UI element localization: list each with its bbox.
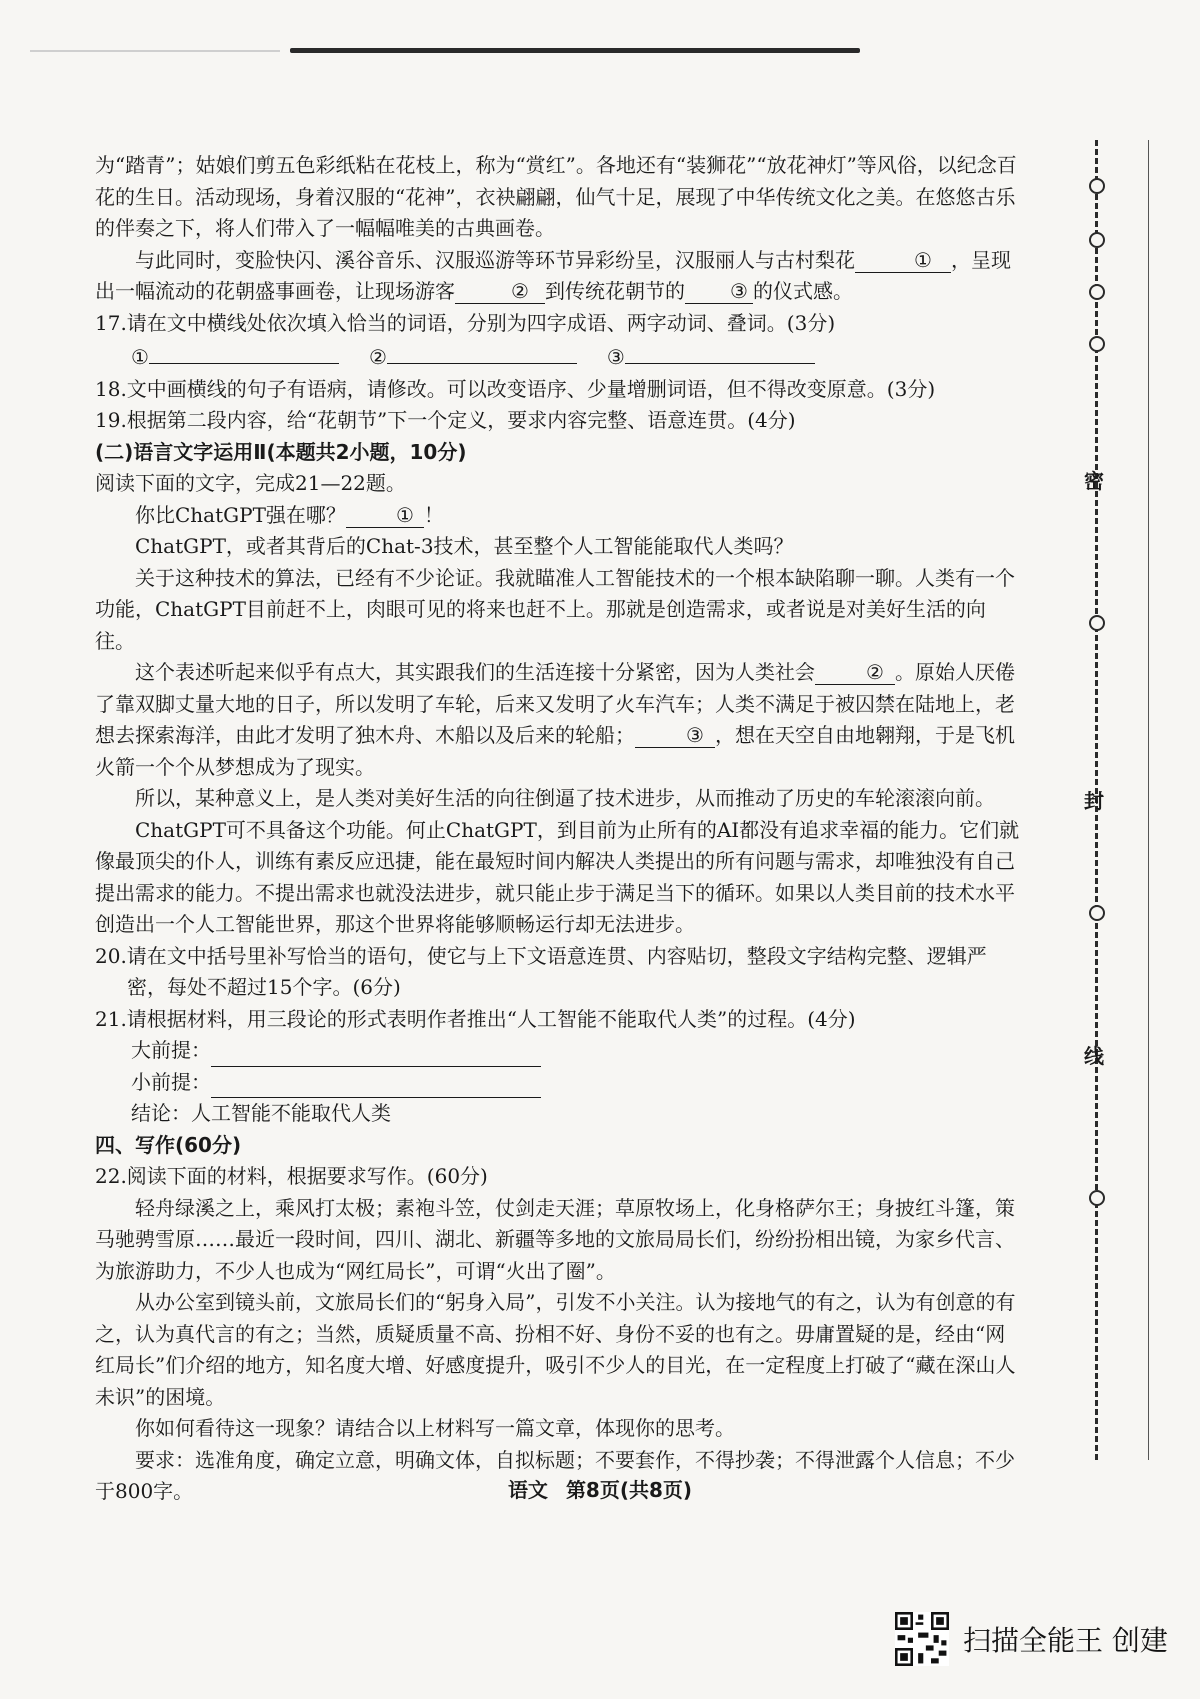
page-number: 第8页(共8页) <box>565 1478 693 1502</box>
minor-premise: 小前提： <box>95 1067 1025 1099</box>
binding-hole <box>1089 284 1105 300</box>
question-21: 21.请根据材料，用三段论的形式表明作者推出“人工智能不能取代人类”的过程。(4分) <box>95 1006 856 1031</box>
top-rule <box>290 48 860 53</box>
passage-line: 你比ChatGPT强在哪？ ① ！ <box>135 502 444 527</box>
binding-hole <box>1089 232 1105 248</box>
section-title: (二)语言文字运用Ⅱ(本题共2小题，10分) <box>95 439 467 464</box>
answer-mark-3: ③ <box>607 339 815 374</box>
q17-answer-lines <box>95 339 1025 374</box>
passage-paragraph: 关于这种技术的算法，已经有不少论证。我就瞄准人工智能技术的一个根本缺陷聊一聊。人类有一个功能，ChatGPT目前赶不上，肉眼可见的将来也赶不上。那就是创造需求，或者说是对美好生活的向往。 <box>95 565 1015 653</box>
page-content <box>95 150 1025 1508</box>
essay-material: 轻舟绿溪之上，乘风打太极；素袍斗笠，仗剑走天涯；草原牧场上，化身格萨尔王；身披红斗篷，策马驰骋雪原……最近一段时间，四川、湖北、新疆等多地的文旅局局长们，纷纷扮相出镜，为家乡代言、为旅游助力，不少人也成为“网红局长”，可谓“火出了圈”。 <box>95 1195 1015 1283</box>
text: 的仪式感。 <box>753 279 853 303</box>
question-20: 20.请在文中括号里补写恰当的语句，使它与上下文语意连贯、内容贴切，整段文字结构完整、逻辑严密，每处不超过15个字。(6分) <box>95 943 987 999</box>
binding-hole <box>1089 1190 1105 1206</box>
question-19: 19.根据第二段内容，给“花朝节”下一个定义，要求内容完整、语意连贯。(4分) <box>95 408 796 432</box>
major-premise: 大前提： <box>95 1035 1025 1067</box>
essay-prompt: 你如何看待这一现象？请结合以上材料写一篇文章，体现你的思考。 <box>135 1416 735 1440</box>
answer-line[interactable] <box>149 339 339 364</box>
text: 到传统花朝节的 <box>545 279 685 303</box>
passage-paragraph: 为“踏青”；姑娘们剪五色彩纸粘在花枝上，称为“赏红”。各地还有“装狮花”“放花神灯”等风俗，以纪念百花的生日。活动现场，身着汉服的“花神”，衣袂翩翩，仙气十足，展现了中华传统文化之美。在悠悠古乐的伴奏之下，将人们带入了一幅幅唯美的古典画卷。 <box>95 153 1017 240</box>
blank-1: ① <box>346 503 424 528</box>
passage-paragraph: ChatGPT，或者其背后的Chat-3技术，甚至整个人工智能能取代人类吗？ <box>135 534 794 558</box>
binding-hole <box>1089 905 1105 921</box>
watermark-text: 扫描全能王 创建 <box>963 1624 1168 1657</box>
essay-requirements: 要求：选准角度，确定立意，明确文体，自拟标题；不要套作，不得抄袭；不得泄露个人信息；不少于800字。 <box>95 1447 1015 1503</box>
blank-3: ③ <box>685 279 753 304</box>
question-18: 18.文中画横线的句子有语病，请修改。可以改变语序、少量增删词语，但不得改变原意。(3分) <box>95 376 936 401</box>
conclusion: 结论：人工智能不能取代人类 <box>131 1101 391 1125</box>
text: 与此同时，变脸快闪、溪谷音乐、汉服巡游等环节异彩纷呈，汉服丽人与古村梨花 <box>135 247 855 272</box>
answer-mark-1: ① <box>131 339 339 374</box>
subject-label: 语文 <box>507 1478 548 1502</box>
answer-line[interactable] <box>387 339 577 364</box>
question-22: 22.阅读下面的材料，根据要求写作。(60分) <box>95 1164 488 1188</box>
binding-char: 封 <box>1084 789 1104 813</box>
answer-line[interactable] <box>211 1042 541 1067</box>
binding-hole <box>1089 178 1105 194</box>
section-title: 四、写作(60分) <box>95 1132 242 1157</box>
answer-mark-2: ② <box>369 339 577 374</box>
binding-hole <box>1089 336 1105 352</box>
blank-2: ② <box>455 279 545 304</box>
answer-line[interactable] <box>625 339 815 364</box>
passage-paragraph: 所以，某种意义上，是人类对美好生活的向往倒逼了技术进步，从而推动了历史的车轮滚滚向前。 <box>135 786 995 810</box>
blank-3: ③ <box>635 723 715 748</box>
passage-paragraph <box>95 245 1025 308</box>
answer-line[interactable] <box>211 1073 541 1098</box>
scan-artifact <box>30 50 280 52</box>
section-intro: 阅读下面的文字，完成21—22题。 <box>95 471 406 495</box>
binding-char: 线 <box>1084 1044 1104 1068</box>
passage-paragraph: ChatGPT可不具备这个功能。何止ChatGPT，到目前为止所有的AI都没有追求幸福的能力。它们就像最顶尖的仆人，训练有素反应迅捷，能在最短时间内解决人类提出的所有问题与需求，却唯独没有自己提出需求的能力。不提出需求也就没法进步，就只能止步于满足当下的循环。如果以人类目前的技术水平创造出一个人工智能世界，那这个世界将能够顺畅运行却无法进步。 <box>95 817 1020 936</box>
scanner-watermark <box>895 1612 1168 1666</box>
blank-2: ② <box>815 660 895 685</box>
binding-hole <box>1089 615 1105 631</box>
qr-code-icon <box>895 1612 949 1666</box>
essay-material: 从办公室到镜头前，文旅局长们的“躬身入局”，引发不小关注。认为接地气的有之，认为有创意的有之，认为真代言的有之；当然，质疑质量不高、扮相不好、身份不妥的也有之。毋庸置疑的是，经由“网红局长”们介绍的地方，知名度大增、好感度提升，吸引不少人的目光，在一定程度上打破了“藏在深山人未识”的困境。 <box>95 1290 1016 1409</box>
question-17: 17.请在文中横线处依次填入恰当的词语，分别为四字成语、两字动词、叠词。(3分) <box>95 310 836 335</box>
binding-edge <box>1148 140 1151 1460</box>
page-footer <box>0 1474 1200 1503</box>
passage-paragraph: 这个表述听起来似乎有点大，其实跟我们的生活连接十分紧密，因为人类社会 ② 。原始人厌倦了靠双脚丈量大地的日子，所以发明了车轮，后来又发明了火车汽车；人类不满足于被囚禁在陆地上，老想去探索海洋，由此才发明了独木舟、木船以及后来的轮船； ③ ，想在天空自由地翱翔，于是飞机火箭一个个从梦想成为了现实。 <box>95 660 1015 779</box>
binding-char: 密 <box>1084 469 1104 493</box>
text: ，呈现出一幅流动的花朝盛事画卷，让现场游客 <box>95 247 1011 303</box>
blank-1: ① <box>855 248 951 273</box>
